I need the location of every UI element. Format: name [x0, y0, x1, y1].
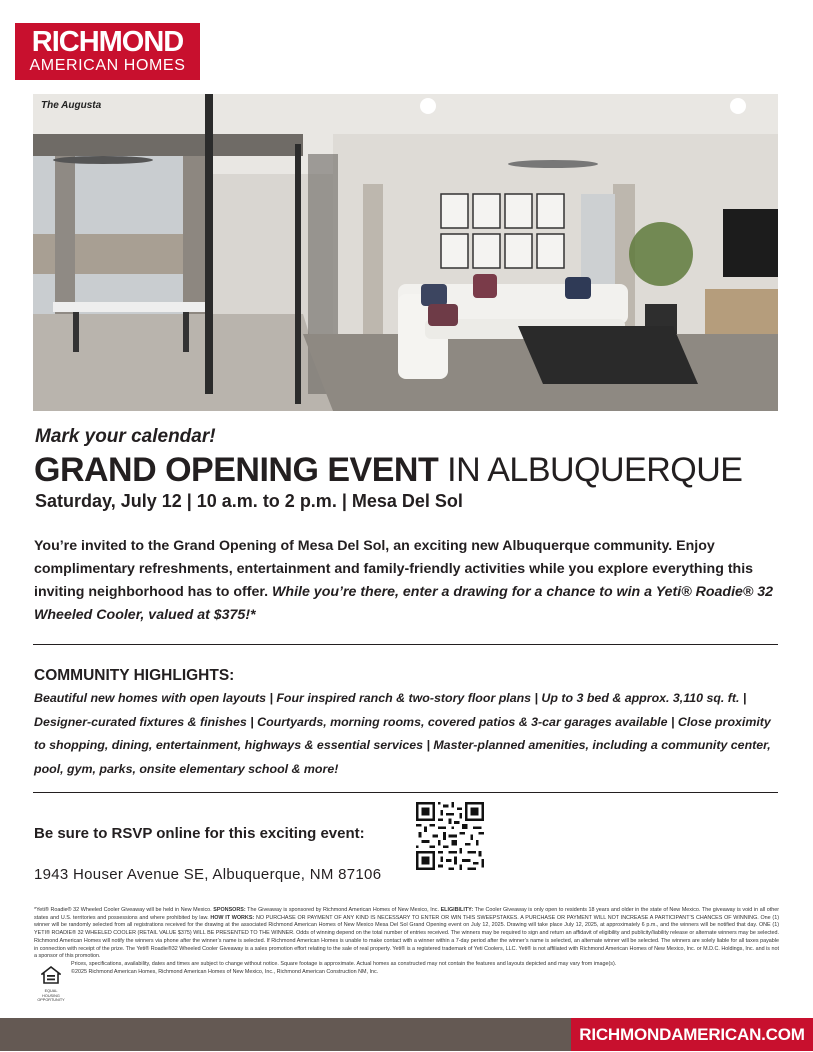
headline-bold: GRAND OPENING EVENT: [34, 451, 439, 489]
legal-copyright: ©2025 Richmond American Homes, Richmond American Homes of New Mexico, Inc., Richmond American Construction NM, Inc.: [71, 968, 379, 975]
event-date-line: Saturday, July 12 | 10 a.m. to 2 p.m. | Mesa Del Sol: [35, 491, 463, 511]
event-headline: [34, 450, 742, 490]
intro-giveaway: While you’re there, enter a drawing for a chance to win a Yeti® Roadie® 32 Wheeled Cooler, valued at $375!*: [34, 584, 774, 623]
legal-key-sponsors: SPONSORS:: [213, 907, 246, 913]
divider-top: [33, 644, 778, 645]
intro-text: You’re invited to the Grand Opening of Mesa Del Sol, an exciting new Albuquerque community. Enjoy complimentary refreshments, entertainment and family-friendly activities while you explore everything this inviting neighborhood has to offer.: [34, 538, 754, 600]
brand-logo[interactable]: [15, 23, 200, 80]
website-link[interactable]: RICHMONDAMERICAN.COM: [571, 1018, 813, 1051]
legal-key-eligibility: ELIGIBILITY:: [440, 907, 474, 913]
event-kicker: Mark your calendar!: [35, 426, 216, 447]
legal-paragraph: [34, 907, 779, 961]
legal-text-2: The Giveaway is sponsored by Richmond American Homes of New Mexico, Inc.: [245, 907, 441, 913]
equal-housing-label: EQUAL HOUSING OPPORTUNITY: [37, 989, 65, 1002]
intro-paragraph: [34, 535, 779, 627]
legal-text-3: The Cooler Giveaway is only open to residents 18 years and older in the state of New Mexico. The giveaway is void in all other states and U.S. territories and possessions and where prohibited by law.: [34, 907, 779, 921]
divider-bottom: [33, 792, 778, 793]
living-room-illustration: [33, 94, 778, 411]
rsvp-qr-code[interactable]: [416, 802, 484, 870]
logo-wordmark: RICHMOND: [31, 26, 184, 58]
hero-photo: [33, 94, 778, 411]
equal-housing-logo: [36, 966, 66, 1003]
legal-fineprint: [34, 907, 779, 976]
legal-key-how: HOW IT WORKS:: [210, 914, 255, 921]
highlights-title: COMMUNITY HIGHLIGHTS:: [34, 667, 235, 684]
legal-disclaimer: Prices, specifications, availability, dates and times are subject to change without notice. Square footage is approximate. Actual homes as constructed may not contain the features and layouts depicted and may vary from image(s).: [71, 960, 617, 967]
legal-text-4: NO PURCHASE OR PAYMENT OF ANY KIND IS NECESSARY TO ENTER OR WIN THIS SWEEPSTAKES. A PURCHASE OR PAYMENT WILL NOT INCREASE A PARTICIPANT’S CHANCES OF WINNING. One (1) winner will be randomly selected from all registrations received for the drawing at the associated Richmond American Homes of New Mexico Mesa Del Sol Grand Opening event on July 12, 2025. Drawing will take place July 12, 2025, at approximately 6 p.m., and the winners will be notified that day. ONE (1) YETI® ROADIE® 32 WHEELED COOLER (RETAIL VALUE $375) WILL BE PRESENTED TO THE WINNER. Odds of winning depend on the total number of entries received. The winners may be required to sign and return an affidavit of eligibility and publicity/liability release or alternate winners may be selected. Richmond American Homes will notify the winners via phone after the winner’s name is selected. If Richmond American Homes is unable to make contact with a winner within a 7-day period after the winner’s name is selected, an alternate winner will be selected. The winners are solely liable for all taxes payable in connection with receipt of the prize. The Yeti® Roadie®32 Wheeled Cooler Giveaway is a sales promotion effort relating to the sale of real property. Yeti® is a registered trademark of Yeti Coolers, LLC. Yeti® is not affiliated with Richmond American Homes of New Mexico, Inc. or M.D.C. Holdings, Inc. and is not a sponsor of this promotion.: [34, 914, 779, 960]
headline-location: IN ALBUQUERQUE: [438, 451, 743, 489]
photo-caption: The Augusta: [41, 100, 102, 111]
legal-text-1: *Yeti® Roadie® 32 Wheeled Cooler Giveaway will be held in New Mexico.: [34, 907, 214, 913]
highlights-body: Beautiful new homes with open layouts | Four inspired ranch & two-story floor plans | Up to 3 bed & approx. 3,110 sq. ft. | Designer-curated fixtures & finishes | Courtyards, morning rooms, covered patios & 3-car garages available | Close proximity to shopping, dining, entertainment, highways & essential services | Master-planned amenities, including a community center, pool, gym, parks, onsite elementary school & more!: [34, 691, 771, 776]
logo-subtitle: AMERICAN HOMES: [29, 57, 186, 74]
equal-housing-icon: [41, 966, 61, 984]
rsvp-label: Be sure to RSVP online for this exciting event:: [34, 825, 365, 842]
event-address: 1943 Houser Avenue SE, Albuquerque, NM 87106: [34, 866, 382, 883]
